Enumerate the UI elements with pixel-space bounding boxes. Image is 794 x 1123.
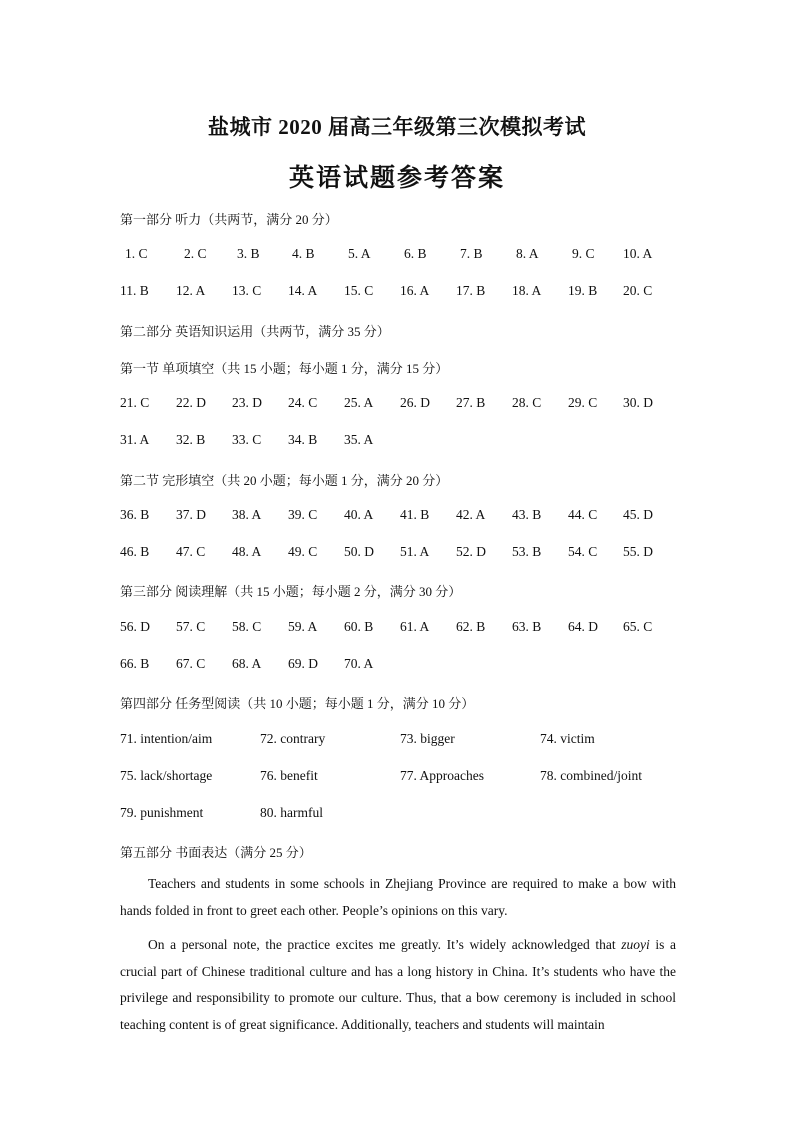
answer-item: 8. A (516, 246, 539, 261)
answer-item: 41. B (400, 507, 430, 522)
answer-item: 52. D (456, 544, 486, 559)
answer-item: 57. C (176, 619, 206, 634)
section-heading-part5: 第五部分 书面表达（满分 25 分） (120, 845, 312, 860)
answer-item: 66. B (120, 656, 150, 671)
answer-item: 70. A (344, 656, 374, 671)
answer-item: 29. C (568, 395, 598, 410)
answer-item: 43. B (512, 507, 542, 522)
answer-item: 50. D (344, 544, 374, 559)
answer-item: 7. B (460, 246, 483, 261)
answer-item: 20. C (623, 283, 653, 298)
answer-item: 2. C (184, 246, 207, 261)
answer-item: 48. A (232, 544, 262, 559)
answer-item: 22. D (176, 395, 206, 410)
answer-item: 56. D (120, 619, 150, 634)
answer-row (0, 507, 794, 525)
task-answer-item: 74. victim (540, 731, 595, 746)
answer-item: 15. C (344, 283, 374, 298)
answer-row (0, 656, 794, 674)
essay-paragraph-2 (120, 932, 676, 1038)
answer-item: 42. A (456, 507, 486, 522)
task-answer-row (0, 768, 794, 786)
answer-row (0, 544, 794, 562)
answer-item: 19. B (568, 283, 598, 298)
section-heading-part4: 第四部分 任务型阅读（共 10 小题；每小题 1 分，满分 10 分） (120, 696, 475, 711)
answer-item: 61. A (400, 619, 430, 634)
answer-item: 25. A (344, 395, 374, 410)
answer-key-title: 英语试题参考答案 (288, 165, 505, 192)
task-answer-item: 79. punishment (120, 805, 204, 820)
answer-item: 33. C (232, 432, 262, 447)
answer-item: 16. A (400, 283, 430, 298)
essay-text: On a personal note, the practice excites me greatly. It’s widely acknowledged that (148, 937, 622, 952)
task-answer-row (0, 731, 794, 749)
answer-item: 27. B (456, 395, 486, 410)
section-heading-part2: 第二部分 英语知识运用（共两节，满分 35 分） (120, 324, 390, 339)
section-heading-part3: 第三部分 阅读理解（共 15 小题；每小题 2 分，满分 30 分） (120, 584, 462, 599)
answer-item: 35. A (344, 432, 374, 447)
task-answer-item: 80. harmful (260, 805, 323, 820)
answer-item: 17. B (456, 283, 486, 298)
essay-italic-term: zuoyi (621, 937, 650, 952)
answer-item: 55. D (623, 544, 653, 559)
answer-item: 3. B (237, 246, 260, 261)
answer-item: 13. C (232, 283, 262, 298)
section-heading-part1: 第一部分 听力（共两节，满分 20 分） (120, 212, 338, 227)
answer-item: 53. B (512, 544, 542, 559)
task-answer-item: 73. bigger (400, 731, 455, 746)
answer-item: 18. A (512, 283, 542, 298)
answer-item: 51. A (400, 544, 430, 559)
answer-item: 1. C (125, 246, 148, 261)
answer-item: 65. C (623, 619, 653, 634)
task-answer-item: 71. intention/aim (120, 731, 213, 746)
section-heading-part2-sec1: 第一节 单项填空（共 15 小题；每小题 1 分，满分 15 分） (120, 361, 449, 376)
answer-item: 37. D (176, 507, 206, 522)
answer-item: 32. B (176, 432, 206, 447)
answer-item: 28. C (512, 395, 542, 410)
answer-item: 62. B (456, 619, 486, 634)
answer-item: 67. C (176, 656, 206, 671)
answer-item: 45. D (623, 507, 653, 522)
answer-row (0, 246, 794, 264)
answer-item: 60. B (344, 619, 374, 634)
answer-item: 59. A (288, 619, 318, 634)
answer-item: 21. C (120, 395, 150, 410)
answer-item: 38. A (232, 507, 262, 522)
answer-item: 36. B (120, 507, 150, 522)
answer-item: 26. D (400, 395, 430, 410)
answer-item: 39. C (288, 507, 318, 522)
answer-item: 49. C (288, 544, 318, 559)
task-answer-item: 72. contrary (260, 731, 326, 746)
task-answer-item: 78. combined/joint (540, 768, 642, 783)
answer-item: 34. B (288, 432, 318, 447)
answer-item: 69. D (288, 656, 318, 671)
answer-item: 30. D (623, 395, 653, 410)
answer-item: 10. A (623, 246, 653, 261)
answer-item: 68. A (232, 656, 262, 671)
answer-item: 54. C (568, 544, 598, 559)
answer-item: 63. B (512, 619, 542, 634)
answer-item: 31. A (120, 432, 150, 447)
answer-item: 58. C (232, 619, 262, 634)
answer-item: 23. D (232, 395, 262, 410)
answer-item: 5. A (348, 246, 371, 261)
answer-item: 9. C (572, 246, 595, 261)
answer-item: 24. C (288, 395, 318, 410)
answer-item: 11. B (120, 283, 149, 298)
answer-row (0, 395, 794, 413)
answer-item: 6. B (404, 246, 427, 261)
exam-title: 盐城市 2020 届高三年级第三次模拟考试 (208, 115, 586, 139)
answer-item: 14. A (288, 283, 318, 298)
task-answer-row (0, 805, 794, 823)
answer-row (0, 619, 794, 637)
answer-item: 12. A (176, 283, 206, 298)
task-answer-item: 76. benefit (260, 768, 318, 783)
section-heading-part2-sec2: 第二节 完形填空（共 20 小题；每小题 1 分，满分 20 分） (120, 473, 449, 488)
answer-row (0, 283, 794, 301)
essay-paragraph-1: Teachers and students in some schools in Zhejiang Province are required to make a bow with hands folded in front to greet each other. People’s opinions on this vary. (120, 876, 676, 918)
answer-item: 46. B (120, 544, 150, 559)
answer-item: 47. C (176, 544, 206, 559)
answer-row (0, 432, 794, 450)
essay-text: is a crucial part of Chinese traditional culture and has a long history in China. It’s students who have the privilege and responsibility to promote our culture. Thus, that a bow ceremony is included in school teaching content is of great significance. Additionally, teachers and students will maintain (120, 937, 676, 1032)
task-answer-item: 77. Approaches (400, 768, 484, 783)
answer-item: 4. B (292, 246, 315, 261)
task-answer-item: 75. lack/shortage (120, 768, 213, 783)
answer-item: 64. D (568, 619, 598, 634)
answer-item: 44. C (568, 507, 598, 522)
answer-item: 40. A (344, 507, 374, 522)
